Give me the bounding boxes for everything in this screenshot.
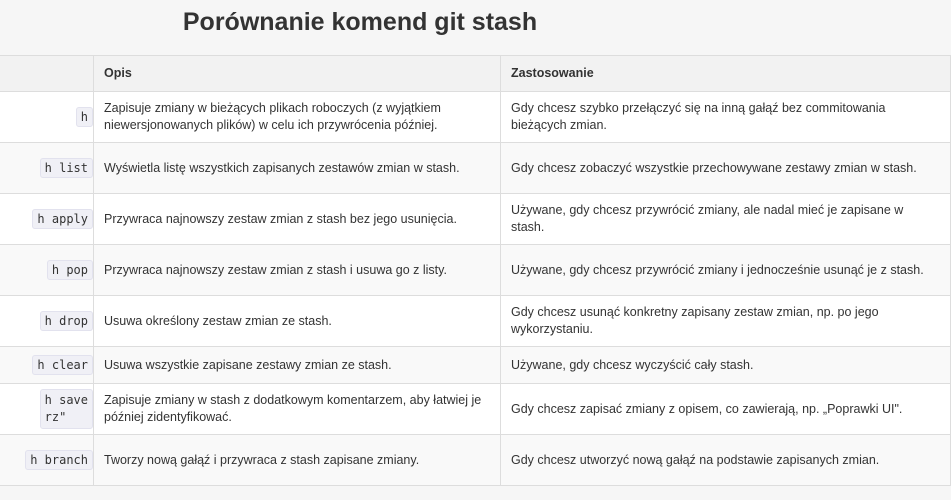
table-row [0,384,951,435]
usage-cell: Używane, gdy chcesz przywrócić zmiany i jednocześnie usunąć je z stash. [501,245,951,296]
comparison-table-container [0,55,950,486]
command-cell [0,143,94,194]
command-cell [0,245,94,296]
command-cell [0,194,94,245]
description-cell: Zapisuje zmiany w bieżących plikach roboczych (z wyjątkiem niewersjonowanych plików) w celu ich przywrócenia później. [94,92,501,143]
usage-cell: Gdy chcesz utworzyć nową gałąź na podstawie zapisanych zmian. [501,435,951,486]
header-command [0,56,94,92]
command-code: h [76,107,93,127]
comparison-table [0,55,951,486]
table-row [0,143,951,194]
command-code: h save rz" [40,389,93,429]
command-cell [0,435,94,486]
usage-cell: Gdy chcesz zobaczyć wszystkie przechowywane zestawy zmian w stash. [501,143,951,194]
table-row [0,245,951,296]
description-cell: Przywraca najnowszy zestaw zmian z stash bez jego usunięcia. [94,194,501,245]
command-code: h pop [47,260,93,280]
table-row [0,194,951,245]
table-row [0,296,951,347]
usage-cell: Używane, gdy chcesz przywrócić zmiany, ale nadal mieć je zapisane w stash. [501,194,951,245]
description-cell: Zapisuje zmiany w stash z dodatkowym komentarzem, aby łatwiej je później zidentyfikować. [94,384,501,435]
command-code: h clear [32,355,93,375]
table-row [0,347,951,384]
command-code: h apply [32,209,93,229]
command-code: h drop [40,311,93,331]
usage-cell: Gdy chcesz szybko przełączyć się na inną gałąź bez commitowania bieżących zmian. [501,92,951,143]
table-header-row [0,56,951,92]
command-code: h branch [25,450,93,470]
header-description: Opis [94,56,501,92]
command-cell [0,92,94,143]
table-row [0,92,951,143]
command-code: h list [40,158,93,178]
usage-cell: Gdy chcesz zapisać zmiany z opisem, co zawierają, np. „Poprawki UI". [501,384,951,435]
header-usage: Zastosowanie [501,56,951,92]
description-cell: Przywraca najnowszy zestaw zmian z stash i usuwa go z listy. [94,245,501,296]
command-cell [0,384,94,435]
description-cell: Usuwa określony zestaw zmian ze stash. [94,296,501,347]
usage-cell: Używane, gdy chcesz wyczyścić cały stash. [501,347,951,384]
description-cell: Tworzy nową gałąź i przywraca z stash zapisane zmiany. [94,435,501,486]
description-cell: Wyświetla listę wszystkich zapisanych zestawów zmian w stash. [94,143,501,194]
usage-cell: Gdy chcesz usunąć konkretny zapisany zestaw zmian, np. po jego wykorzystaniu. [501,296,951,347]
description-cell: Usuwa wszystkie zapisane zestawy zmian ze stash. [94,347,501,384]
command-cell [0,347,94,384]
command-cell [0,296,94,347]
table-row [0,435,951,486]
page-title: Porównanie komend git stash [182,8,538,36]
